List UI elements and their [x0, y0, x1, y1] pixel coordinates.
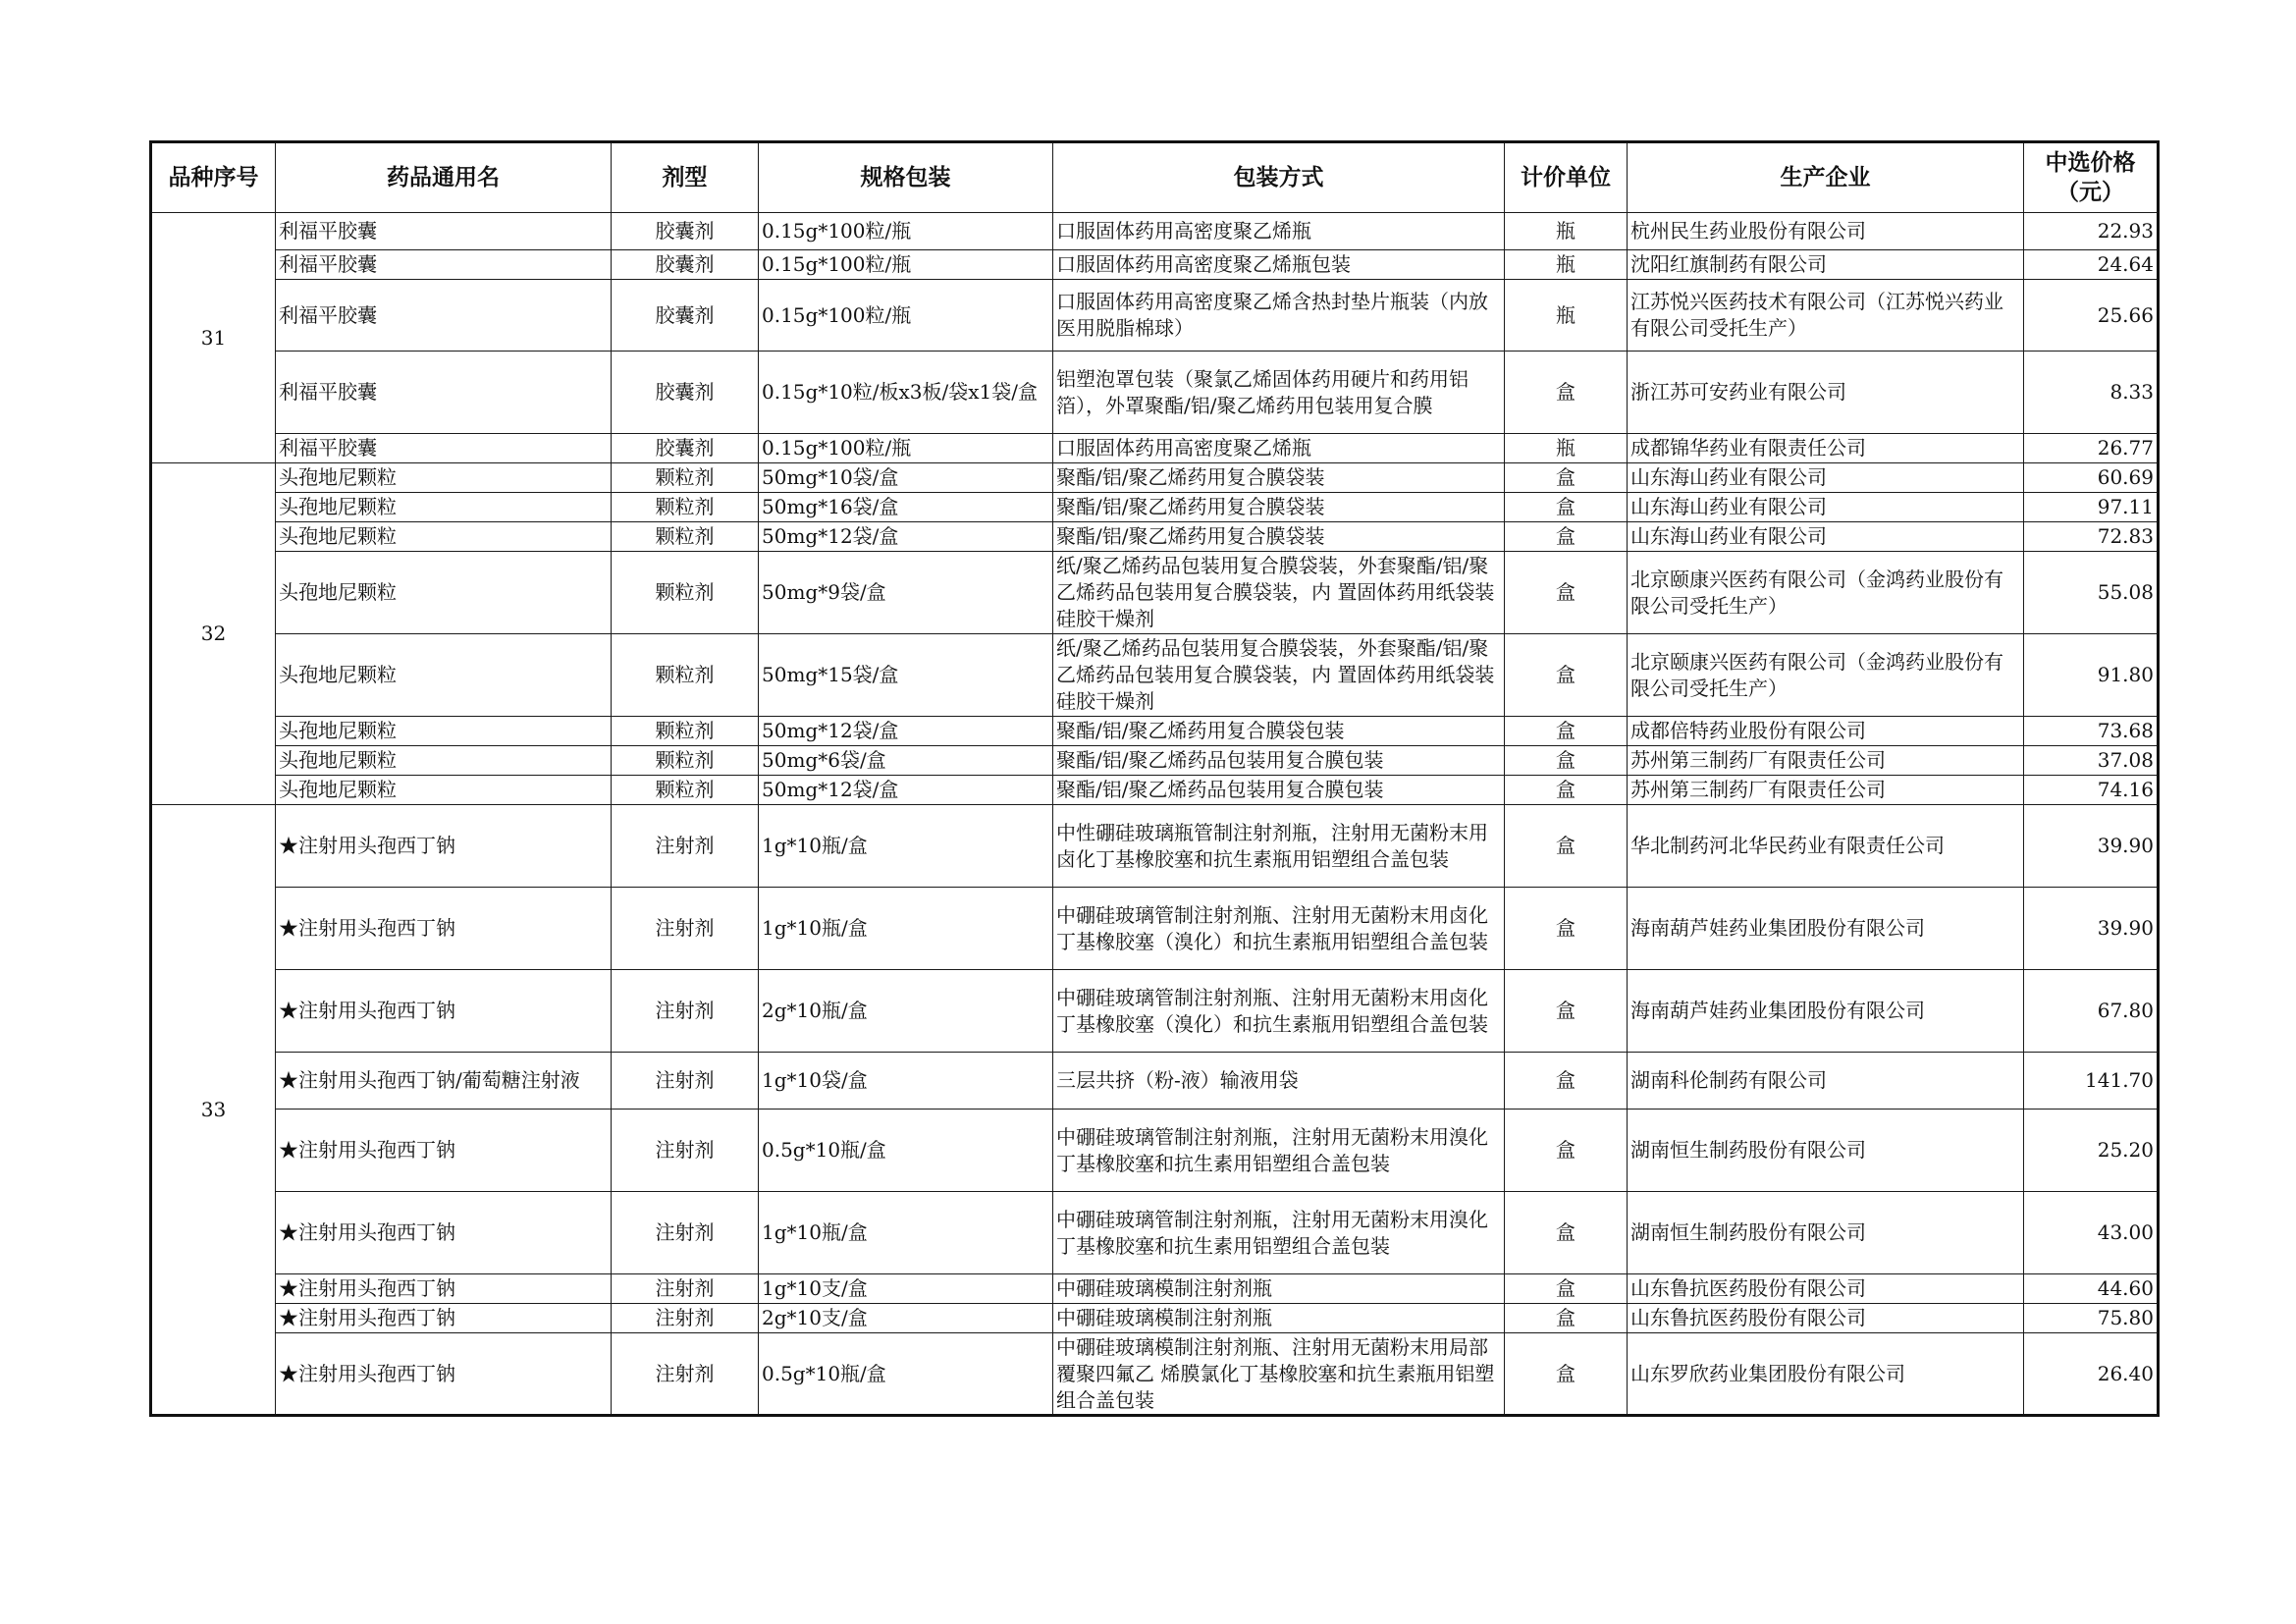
variety-no-cell: 31 [151, 213, 276, 463]
selected-price-cell: 44.60 [2024, 1274, 2159, 1304]
table-row [151, 352, 2159, 434]
dosage-form-cell: 颗粒剂 [612, 463, 759, 493]
selected-price-cell: 39.90 [2024, 805, 2159, 888]
packaging-method-cell: 中硼硅玻璃管制注射剂瓶、注射用无菌粉末用卤化丁基橡胶塞（溴化）和抗生素瓶用铝塑组合盖包装 [1053, 888, 1505, 970]
selected-price-cell: 60.69 [2024, 463, 2159, 493]
drug-name-cell: 头孢地尼颗粒 [276, 493, 612, 522]
table-row [151, 888, 2159, 970]
manufacturer-cell: 杭州民生药业股份有限公司 [1628, 213, 2024, 250]
spec-package-cell: 50mg*16袋/盒 [759, 493, 1053, 522]
selected-price-cell: 25.66 [2024, 280, 2159, 352]
dosage-form-cell: 注射剂 [612, 1053, 759, 1110]
table-row [151, 717, 2159, 746]
pricing-unit-cell: 盒 [1505, 493, 1628, 522]
drug-name-cell: 头孢地尼颗粒 [276, 776, 612, 805]
table-row [151, 280, 2159, 352]
table-row [151, 1304, 2159, 1333]
spec-package-cell: 1g*10瓶/盒 [759, 888, 1053, 970]
dosage-form-cell: 颗粒剂 [612, 776, 759, 805]
packaging-method-cell: 聚酯/铝/聚乙烯药用复合膜袋装 [1053, 493, 1505, 522]
dosage-form-cell: 注射剂 [612, 805, 759, 888]
selected-price-cell: 141.70 [2024, 1053, 2159, 1110]
packaging-method-cell: 铝塑泡罩包装（聚氯乙烯固体药用硬片和药用铝箔），外罩聚酯/铝/聚乙烯药用包装用复合膜 [1053, 352, 1505, 434]
table-row [151, 493, 2159, 522]
header-dosage-form: 剂型 [612, 142, 759, 213]
selected-price-cell: 72.83 [2024, 522, 2159, 552]
pricing-unit-cell: 盒 [1505, 1192, 1628, 1274]
spec-package-cell: 50mg*15袋/盒 [759, 634, 1053, 717]
selected-price-cell: 37.08 [2024, 746, 2159, 776]
manufacturer-cell: 湖南恒生制药股份有限公司 [1628, 1192, 2024, 1274]
drug-name-cell: 利福平胶囊 [276, 280, 612, 352]
drug-name-cell: 利福平胶囊 [276, 434, 612, 463]
dosage-form-cell: 颗粒剂 [612, 552, 759, 634]
selected-price-cell: 67.80 [2024, 970, 2159, 1053]
dosage-form-cell: 颗粒剂 [612, 717, 759, 746]
drug-name-cell: 头孢地尼颗粒 [276, 463, 612, 493]
table-row [151, 1110, 2159, 1192]
dosage-form-cell: 注射剂 [612, 1192, 759, 1274]
header-manufacturer: 生产企业 [1628, 142, 2024, 213]
drug-name-cell: 利福平胶囊 [276, 213, 612, 250]
pricing-unit-cell: 盒 [1505, 1110, 1628, 1192]
selected-price-cell: 24.64 [2024, 250, 2159, 280]
drug-name-cell: 头孢地尼颗粒 [276, 746, 612, 776]
selected-price-cell: 91.80 [2024, 634, 2159, 717]
drug-name-cell: ★注射用头孢西丁钠 [276, 1110, 612, 1192]
packaging-method-cell: 聚酯/铝/聚乙烯药用复合膜袋装 [1053, 522, 1505, 552]
dosage-form-cell: 注射剂 [612, 888, 759, 970]
packaging-method-cell: 中硼硅玻璃模制注射剂瓶、注射用无菌粉末用局部覆聚四氟乙 烯膜氯化丁基橡胶塞和抗生素瓶用铝塑组合盖包装 [1053, 1333, 1505, 1416]
table-row [151, 463, 2159, 493]
packaging-method-cell: 口服固体药用高密度聚乙烯含热封垫片瓶装（内放医用脱脂棉球） [1053, 280, 1505, 352]
packaging-method-cell: 聚酯/铝/聚乙烯药品包装用复合膜包装 [1053, 776, 1505, 805]
spec-package-cell: 2g*10支/盒 [759, 1304, 1053, 1333]
pricing-unit-cell: 盒 [1505, 776, 1628, 805]
dosage-form-cell: 颗粒剂 [612, 634, 759, 717]
table-row [151, 634, 2159, 717]
drug-name-cell: ★注射用头孢西丁钠 [276, 1333, 612, 1416]
pricing-unit-cell: 盒 [1505, 970, 1628, 1053]
manufacturer-cell: 成都倍特药业股份有限公司 [1628, 717, 2024, 746]
packaging-method-cell: 纸/聚乙烯药品包装用复合膜袋装，外套聚酯/铝/聚乙烯药品包装用复合膜袋装，内 置固体药用纸袋装硅胶干燥剂 [1053, 634, 1505, 717]
table-body [151, 213, 2159, 1416]
dosage-form-cell: 注射剂 [612, 1304, 759, 1333]
header-spec-package: 规格包装 [759, 142, 1053, 213]
pricing-unit-cell: 盒 [1505, 1304, 1628, 1333]
dosage-form-cell: 注射剂 [612, 970, 759, 1053]
manufacturer-cell: 山东鲁抗医药股份有限公司 [1628, 1304, 2024, 1333]
drug-name-cell: 头孢地尼颗粒 [276, 634, 612, 717]
selected-price-cell: 97.11 [2024, 493, 2159, 522]
packaging-method-cell: 纸/聚乙烯药品包装用复合膜袋装，外套聚酯/铝/聚乙烯药品包装用复合膜袋装，内 置固体药用纸袋装硅胶干燥剂 [1053, 552, 1505, 634]
pricing-unit-cell: 盒 [1505, 1274, 1628, 1304]
dosage-form-cell: 颗粒剂 [612, 522, 759, 552]
drug-name-cell: 头孢地尼颗粒 [276, 717, 612, 746]
manufacturer-cell: 湖南科伦制药有限公司 [1628, 1053, 2024, 1110]
table-row [151, 552, 2159, 634]
dosage-form-cell: 注射剂 [612, 1333, 759, 1416]
spec-package-cell: 50mg*6袋/盒 [759, 746, 1053, 776]
manufacturer-cell: 华北制药河北华民药业有限责任公司 [1628, 805, 2024, 888]
packaging-method-cell: 中硼硅玻璃模制注射剂瓶 [1053, 1274, 1505, 1304]
drug-name-cell: 头孢地尼颗粒 [276, 522, 612, 552]
pricing-unit-cell: 盒 [1505, 805, 1628, 888]
spec-package-cell: 2g*10瓶/盒 [759, 970, 1053, 1053]
table-row [151, 522, 2159, 552]
dosage-form-cell: 注射剂 [612, 1110, 759, 1192]
pricing-unit-cell: 盒 [1505, 463, 1628, 493]
manufacturer-cell: 山东罗欣药业集团股份有限公司 [1628, 1333, 2024, 1416]
packaging-method-cell: 口服固体药用高密度聚乙烯瓶 [1053, 213, 1505, 250]
manufacturer-cell: 海南葫芦娃药业集团股份有限公司 [1628, 888, 2024, 970]
drug-name-cell: ★注射用头孢西丁钠/葡萄糖注射液 [276, 1053, 612, 1110]
table-row [151, 1053, 2159, 1110]
manufacturer-cell: 山东海山药业有限公司 [1628, 493, 2024, 522]
header-pricing-unit: 计价单位 [1505, 142, 1628, 213]
pricing-unit-cell: 盒 [1505, 1053, 1628, 1110]
dosage-form-cell: 胶囊剂 [612, 280, 759, 352]
header-packaging-method: 包装方式 [1053, 142, 1505, 213]
spec-package-cell: 0.15g*10粒/板x3板/袋x1袋/盒 [759, 352, 1053, 434]
packaging-method-cell: 聚酯/铝/聚乙烯药用复合膜袋装 [1053, 463, 1505, 493]
selected-price-cell: 25.20 [2024, 1110, 2159, 1192]
spec-package-cell: 0.15g*100粒/瓶 [759, 434, 1053, 463]
selected-price-cell: 73.68 [2024, 717, 2159, 746]
pricing-unit-cell: 瓶 [1505, 250, 1628, 280]
pricing-unit-cell: 盒 [1505, 746, 1628, 776]
packaging-method-cell: 中硼硅玻璃管制注射剂瓶，注射用无菌粉末用溴化丁基橡胶塞和抗生素用铝塑组合盖包装 [1053, 1110, 1505, 1192]
selected-price-cell: 39.90 [2024, 888, 2159, 970]
manufacturer-cell: 江苏悦兴医药技术有限公司（江苏悦兴药业有限公司受托生产） [1628, 280, 2024, 352]
header-selected-price: 中选价格 （元） [2024, 142, 2159, 213]
manufacturer-cell: 山东海山药业有限公司 [1628, 463, 2024, 493]
dosage-form-cell: 颗粒剂 [612, 746, 759, 776]
selected-price-cell: 26.77 [2024, 434, 2159, 463]
spec-package-cell: 0.15g*100粒/瓶 [759, 280, 1053, 352]
spec-package-cell: 50mg*12袋/盒 [759, 717, 1053, 746]
manufacturer-cell: 北京颐康兴医药有限公司（金鸿药业股份有限公司受托生产） [1628, 634, 2024, 717]
spec-package-cell: 0.15g*100粒/瓶 [759, 213, 1053, 250]
manufacturer-cell: 苏州第三制药厂有限责任公司 [1628, 776, 2024, 805]
selected-price-cell: 74.16 [2024, 776, 2159, 805]
pricing-unit-cell: 盒 [1505, 352, 1628, 434]
manufacturer-cell: 湖南恒生制药股份有限公司 [1628, 1110, 2024, 1192]
spec-package-cell: 1g*10支/盒 [759, 1274, 1053, 1304]
selected-price-cell: 55.08 [2024, 552, 2159, 634]
selected-price-cell: 43.00 [2024, 1192, 2159, 1274]
dosage-form-cell: 颗粒剂 [612, 493, 759, 522]
packaging-method-cell: 中硼硅玻璃模制注射剂瓶 [1053, 1304, 1505, 1333]
selected-price-cell: 26.40 [2024, 1333, 2159, 1416]
dosage-form-cell: 胶囊剂 [612, 213, 759, 250]
drug-name-cell: ★注射用头孢西丁钠 [276, 805, 612, 888]
packaging-method-cell: 口服固体药用高密度聚乙烯瓶包装 [1053, 250, 1505, 280]
variety-no-cell: 32 [151, 463, 276, 805]
drug-name-cell: 利福平胶囊 [276, 250, 612, 280]
packaging-method-cell: 中硼硅玻璃管制注射剂瓶，注射用无菌粉末用溴化丁基橡胶塞和抗生素用铝塑组合盖包装 [1053, 1192, 1505, 1274]
pricing-unit-cell: 盒 [1505, 552, 1628, 634]
table-row [151, 1192, 2159, 1274]
pricing-unit-cell: 盒 [1505, 634, 1628, 717]
spec-package-cell: 50mg*12袋/盒 [759, 522, 1053, 552]
pricing-unit-cell: 盒 [1505, 717, 1628, 746]
manufacturer-cell: 山东鲁抗医药股份有限公司 [1628, 1274, 2024, 1304]
manufacturer-cell: 北京颐康兴医药有限公司（金鸿药业股份有限公司受托生产） [1628, 552, 2024, 634]
spec-package-cell: 50mg*12袋/盒 [759, 776, 1053, 805]
packaging-method-cell: 聚酯/铝/聚乙烯药用复合膜袋包装 [1053, 717, 1505, 746]
drug-name-cell: ★注射用头孢西丁钠 [276, 1274, 612, 1304]
manufacturer-cell: 山东海山药业有限公司 [1628, 522, 2024, 552]
drug-name-cell: ★注射用头孢西丁钠 [276, 1192, 612, 1274]
packaging-method-cell: 中性硼硅玻璃瓶管制注射剂瓶，注射用无菌粉末用卤化丁基橡胶塞和抗生素瓶用铝塑组合盖包装 [1053, 805, 1505, 888]
table-row [151, 746, 2159, 776]
packaging-method-cell: 聚酯/铝/聚乙烯药品包装用复合膜包装 [1053, 746, 1505, 776]
pricing-unit-cell: 盒 [1505, 1333, 1628, 1416]
table-row [151, 805, 2159, 888]
spec-package-cell: 50mg*10袋/盒 [759, 463, 1053, 493]
packaging-method-cell: 口服固体药用高密度聚乙烯瓶 [1053, 434, 1505, 463]
header-variety-no: 品种序号 [151, 142, 276, 213]
drug-name-cell: 利福平胶囊 [276, 352, 612, 434]
pricing-unit-cell: 盒 [1505, 522, 1628, 552]
packaging-method-cell: 中硼硅玻璃管制注射剂瓶、注射用无菌粉末用卤化丁基橡胶塞（溴化）和抗生素瓶用铝塑组合盖包装 [1053, 970, 1505, 1053]
pricing-unit-cell: 瓶 [1505, 434, 1628, 463]
drug-name-cell: ★注射用头孢西丁钠 [276, 970, 612, 1053]
packaging-method-cell: 三层共挤（粉-液）输液用袋 [1053, 1053, 1505, 1110]
pricing-unit-cell: 瓶 [1505, 280, 1628, 352]
drug-name-cell: ★注射用头孢西丁钠 [276, 888, 612, 970]
table-row [151, 776, 2159, 805]
manufacturer-cell: 海南葫芦娃药业集团股份有限公司 [1628, 970, 2024, 1053]
table-row [151, 1274, 2159, 1304]
selected-price-cell: 75.80 [2024, 1304, 2159, 1333]
spec-package-cell: 0.15g*100粒/瓶 [759, 250, 1053, 280]
dosage-form-cell: 胶囊剂 [612, 352, 759, 434]
manufacturer-cell: 苏州第三制药厂有限责任公司 [1628, 746, 2024, 776]
selected-price-cell: 8.33 [2024, 352, 2159, 434]
variety-no-cell: 33 [151, 805, 276, 1416]
spec-package-cell: 0.5g*10瓶/盒 [759, 1110, 1053, 1192]
manufacturer-cell: 成都锦华药业有限责任公司 [1628, 434, 2024, 463]
dosage-form-cell: 胶囊剂 [612, 250, 759, 280]
table-row [151, 970, 2159, 1053]
table-row [151, 250, 2159, 280]
pricing-unit-cell: 瓶 [1505, 213, 1628, 250]
spec-package-cell: 1g*10袋/盒 [759, 1053, 1053, 1110]
spec-package-cell: 0.5g*10瓶/盒 [759, 1333, 1053, 1416]
spec-package-cell: 1g*10瓶/盒 [759, 1192, 1053, 1274]
spec-package-cell: 50mg*9袋/盒 [759, 552, 1053, 634]
spec-package-cell: 1g*10瓶/盒 [759, 805, 1053, 888]
drug-name-cell: ★注射用头孢西丁钠 [276, 1304, 612, 1333]
table-row [151, 213, 2159, 250]
procurement-table [149, 140, 2160, 1417]
header-drug-name: 药品通用名 [276, 142, 612, 213]
table-row [151, 434, 2159, 463]
pricing-unit-cell: 盒 [1505, 888, 1628, 970]
drug-name-cell: 头孢地尼颗粒 [276, 552, 612, 634]
dosage-form-cell: 注射剂 [612, 1274, 759, 1304]
dosage-form-cell: 胶囊剂 [612, 434, 759, 463]
table-header-row [151, 142, 2159, 213]
manufacturer-cell: 沈阳红旗制药有限公司 [1628, 250, 2024, 280]
selected-price-cell: 22.93 [2024, 213, 2159, 250]
table-row [151, 1333, 2159, 1416]
manufacturer-cell: 浙江苏可安药业有限公司 [1628, 352, 2024, 434]
